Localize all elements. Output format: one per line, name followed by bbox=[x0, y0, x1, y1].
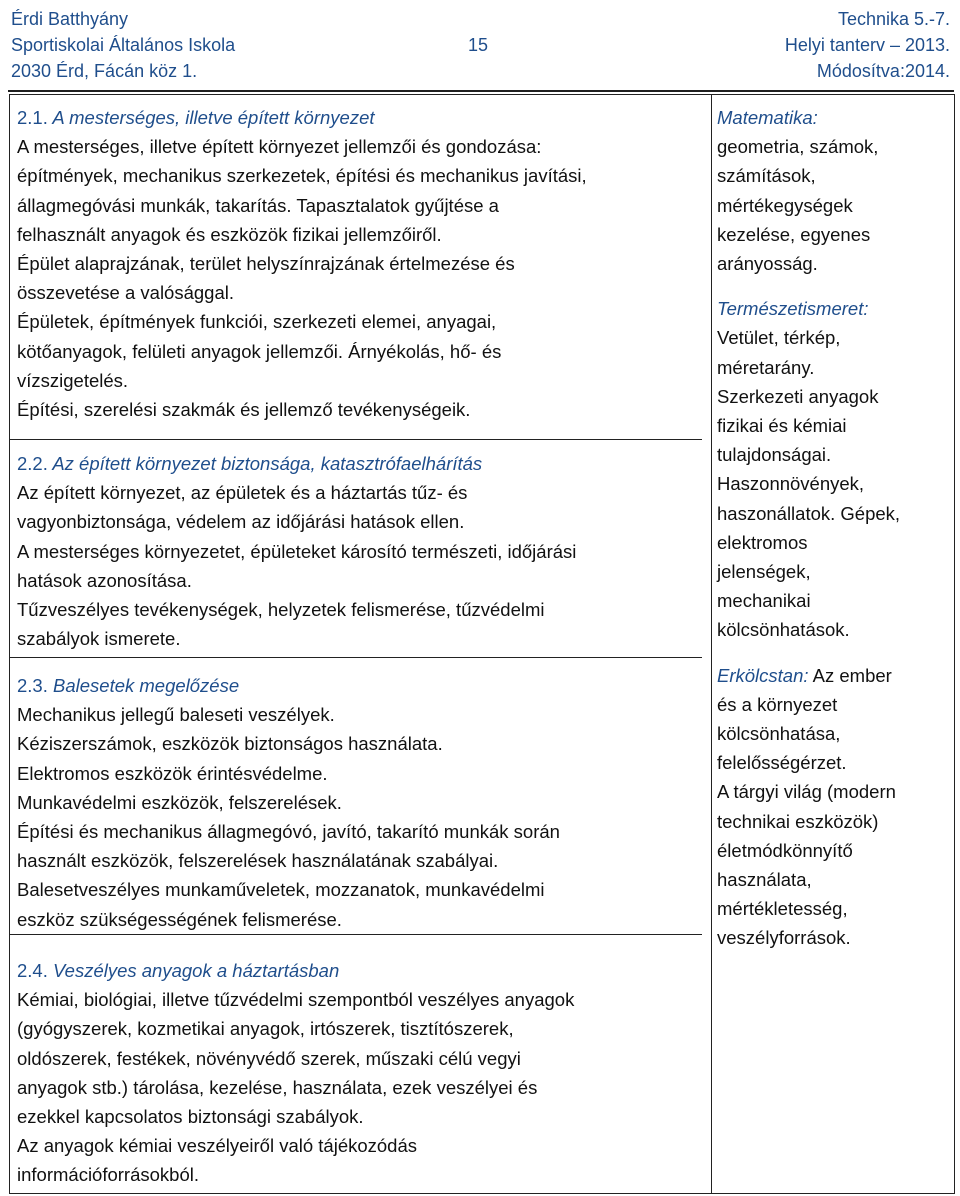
body-line: Elektromos eszközök érintésvédelme. bbox=[17, 762, 328, 784]
school-name-line-2: Sportiskolai Általános Iskola bbox=[11, 35, 236, 55]
body-line: (gyógyszerek, kozmetikai anyagok, irtószerek, tisztítószerek, bbox=[17, 1018, 514, 1040]
header-divider bbox=[8, 90, 954, 92]
connection-line: jelenségek, bbox=[717, 561, 811, 583]
connection-line: használata, bbox=[717, 869, 812, 891]
section-number: 2.3. bbox=[17, 675, 48, 696]
connection-line: méretarány. bbox=[717, 356, 815, 378]
body-line: vagyonbiztonsága, védelem az időjárási hatások ellen. bbox=[17, 511, 465, 533]
connection-line: felelősségérzet. bbox=[717, 752, 847, 774]
body-line: kötőanyagok, felületi anyagok jellemzői. Árnyékolás, hő- és bbox=[17, 340, 502, 362]
curriculum-table bbox=[9, 94, 955, 1194]
body-line: Épület alaprajzának, terület helyszínrajzának értelmezése és bbox=[17, 253, 515, 275]
connection-line: Szerkezeti anyagok bbox=[717, 385, 879, 407]
section-title bbox=[17, 103, 707, 132]
body-line: használt eszközök, felszerelések használatának szabályai. bbox=[17, 850, 499, 872]
connection-line: kölcsönhatása, bbox=[717, 723, 841, 745]
section-title-text: Balesetek megelőzése bbox=[53, 675, 240, 696]
connection-line: fizikai és kémiai bbox=[717, 415, 847, 437]
body-line: hatások azonosítása. bbox=[17, 569, 192, 591]
section-title bbox=[17, 449, 707, 478]
body-line: Balesetveszélyes munkaműveletek, mozzanatok, munkavédelmi bbox=[17, 879, 545, 901]
body-line: A mesterséges környezetet, épületeket károsító természeti, időjárási bbox=[17, 540, 577, 562]
section-title-text: Az épített környezet biztonsága, katasztrófaelhárítás bbox=[52, 453, 483, 474]
section-number: 2.4. bbox=[17, 960, 48, 981]
column-divider bbox=[711, 95, 712, 1193]
section-2-2 bbox=[17, 449, 707, 653]
section-divider bbox=[10, 439, 702, 440]
section-title-text: Veszélyes anyagok a háztartásban bbox=[53, 960, 340, 981]
math-label: Matematika: bbox=[717, 107, 818, 128]
subject-grade: Technika 5.-7. bbox=[837, 9, 950, 29]
section-number: 2.2. bbox=[17, 453, 48, 474]
body-line: építmények, mechanikus szerkezetek, építési és mechanikus javítási, bbox=[17, 165, 587, 187]
connection-line: veszélyforrások. bbox=[717, 927, 851, 949]
ethics-first-text: Az ember bbox=[812, 664, 892, 686]
body-line: Épületek, építmények funkciói, szerkezeti elemei, anyagai, bbox=[17, 311, 497, 333]
body-line: anyagok stb.) tárolása, kezelése, használata, ezek veszélyei és bbox=[17, 1076, 538, 1098]
connection-line: mértékegységek bbox=[717, 194, 853, 216]
body-line: állagmegóvási munkák, takarítás. Tapasztalatok gyűjtése a bbox=[17, 194, 499, 216]
section-divider bbox=[10, 657, 702, 658]
connection-line: Haszonnövények, bbox=[717, 473, 865, 495]
body-line: A mesterséges, illetve épített környezet jellemzői és gondozása: bbox=[17, 136, 542, 158]
header-document-info bbox=[785, 6, 950, 84]
modified-date: Módosítva:2014. bbox=[816, 61, 950, 81]
body-line: eszköz szükségességének felismerése. bbox=[17, 908, 342, 930]
body-line: Építési és mechanikus állagmegóvó, javító, takarító munkák során bbox=[17, 821, 560, 843]
section-number: 2.1. bbox=[17, 107, 48, 128]
ethics-first-line bbox=[717, 661, 947, 690]
page-number: 15 bbox=[468, 35, 489, 55]
section-title bbox=[17, 956, 707, 985]
connection-line: haszonállatok. Gépek, bbox=[717, 502, 901, 524]
connections-column bbox=[717, 103, 947, 953]
curriculum-year: Helyi tanterv – 2013. bbox=[784, 35, 950, 55]
header-school-info bbox=[11, 6, 235, 84]
section-divider bbox=[10, 934, 702, 935]
body-line: Mechanikus jellegű baleseti veszélyek. bbox=[17, 704, 335, 726]
body-line: ezekkel kapcsolatos biztonsági szabályok. bbox=[17, 1106, 364, 1128]
body-line: információforrásokból. bbox=[17, 1164, 199, 1186]
connection-line: arányosság. bbox=[717, 253, 818, 275]
school-name-line-1: Érdi Batthyány bbox=[11, 9, 129, 29]
body-line: Tűzveszélyes tevékenységek, helyzetek felismerése, tűzvédelmi bbox=[17, 599, 545, 621]
body-line: Az anyagok kémiai veszélyeiről való tájékozódás bbox=[17, 1135, 418, 1157]
section-2-4 bbox=[17, 956, 707, 1190]
connection-line: kölcsönhatások. bbox=[717, 619, 850, 641]
connection-line: A tárgyi világ (modern bbox=[717, 781, 896, 803]
body-line: Az épített környezet, az épületek és a háztartás tűz- és bbox=[17, 482, 468, 504]
section-title-text: A mesterséges, illetve épített környezet bbox=[52, 107, 375, 128]
body-line: vízszigetelés. bbox=[17, 369, 129, 391]
section-2-3 bbox=[17, 671, 707, 934]
body-line: Kémiai, biológiai, illetve tűzvédelmi szempontból veszélyes anyagok bbox=[17, 989, 575, 1011]
section-title bbox=[17, 671, 707, 700]
connection-line: életmódkönnyítő bbox=[717, 839, 853, 861]
connection-line: mértékletesség, bbox=[717, 898, 848, 920]
connection-line: elektromos bbox=[717, 531, 808, 553]
ethics-label: Erkölcstan: bbox=[717, 664, 809, 686]
body-line: Építési, szerelési szakmák és jellemző tevékenységeik. bbox=[17, 399, 471, 421]
connection-line: kezelése, egyenes bbox=[717, 223, 871, 245]
connection-line: geometria, számok, bbox=[717, 136, 879, 158]
body-line: felhasznált anyagok és eszközök fizikai jellemzőiről. bbox=[17, 223, 442, 245]
connection-line: és a környezet bbox=[717, 693, 838, 715]
science-label: Természetismeret: bbox=[717, 298, 869, 320]
body-line: Kéziszerszámok, eszközök biztonságos használata. bbox=[17, 733, 443, 755]
body-line: Munkavédelmi eszközök, felszerelések. bbox=[17, 791, 342, 813]
body-line: oldószerek, festékek, növényvédő szerek, műszaki célú vegyi bbox=[17, 1047, 521, 1069]
connection-line: számítások, bbox=[717, 165, 816, 187]
body-line: szabályok ismerete. bbox=[17, 628, 181, 650]
connection-line: Vetület, térkép, bbox=[717, 327, 841, 349]
body-line: összevetése a valósággal. bbox=[17, 282, 234, 304]
school-address: 2030 Érd, Fácán köz 1. bbox=[11, 61, 198, 81]
connection-line: mechanikai bbox=[717, 590, 811, 612]
section-2-1 bbox=[17, 103, 707, 424]
connection-line: technikai eszközök) bbox=[717, 810, 879, 832]
connection-line: tulajdonságai. bbox=[717, 444, 832, 466]
